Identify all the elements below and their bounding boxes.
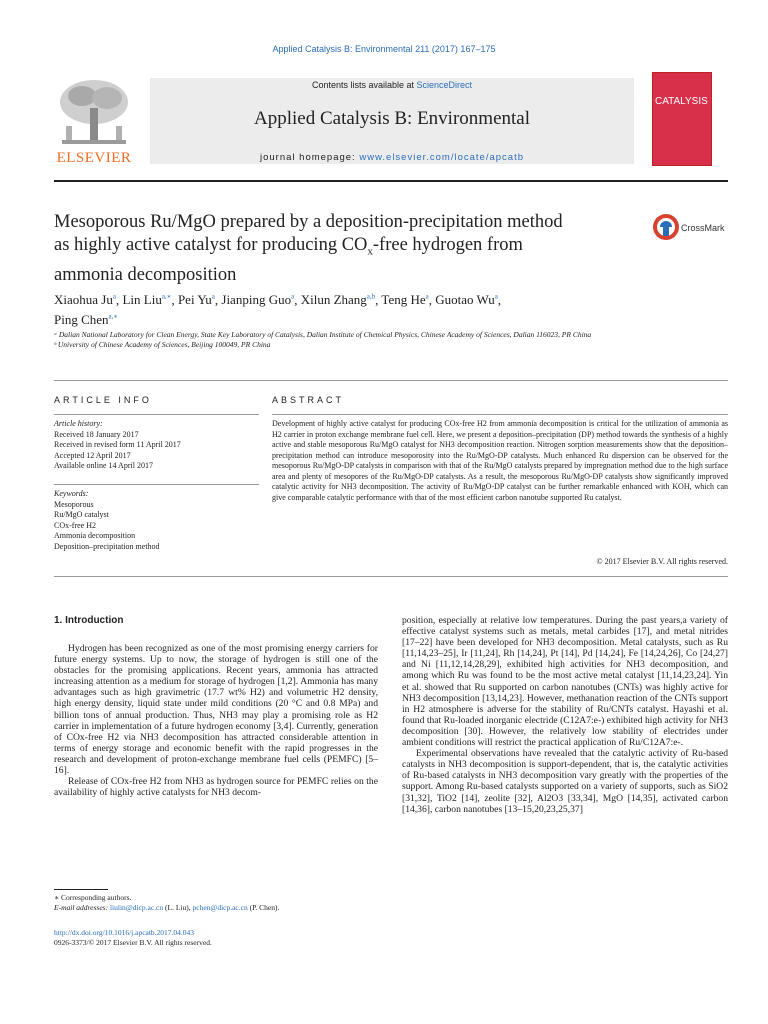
sciencedirect-link[interactable]: ScienceDirect (416, 80, 473, 90)
email-link[interactable]: liulin@dicp.ac.cn (109, 903, 164, 912)
keyword: Ammonia decomposition (54, 531, 136, 540)
title-line-2a: as highly active catalyst for producing CO (54, 235, 368, 255)
contents-prefix: Contents lists available at (311, 80, 417, 90)
journal-cover-image (652, 72, 712, 166)
history-item: Received 18 January 2017 (54, 429, 139, 439)
paragraph: Hydrogen has been recognized as one of the most promising energy carriers for future energy systems. Up to now, the storage of hydrogen is still one of the obstacles for the promising applications. Recent years, ammonia has attracted increasing attention as a medium for storage of hydrogen [1,2]. Ammonia has many advantages such as high gravimetric (17.7 wt% H2) and volumetric H2 density, high energy density, liquid state under mild conditions (20 °C and 0.8 MPa) and billion tons of annual production. Thus, NH3 may play a promising role as H2 carrier in implementation of a future hydrogen economy [3,4]. Currently, generation of COx-free H2 via NH3 decomposition has attracted considerable attention in terms of energy storage and economic benefit with the rapid progresses in the research and development of proton-exchange membrane fuel cells (PEMFC) [5–16]. (54, 643, 378, 777)
keyword: COx-free H2 (54, 520, 96, 530)
divider (54, 380, 728, 381)
divider (54, 576, 728, 577)
title-line-3: ammonia decomposition (54, 264, 237, 285)
keyword: Deposition–precipitation method (54, 541, 160, 551)
keywords (54, 489, 259, 552)
divider (272, 414, 728, 415)
article-history (54, 419, 259, 472)
affiliation-b: ᵇ University of Chinese Academy of Sciences, Beijing 100049, PR China (54, 340, 271, 349)
author[interactable]: Xilun Zhang$^{a,b}$ (300, 292, 376, 308)
doi-block (54, 928, 378, 948)
affiliation-a: ᵃ Dalian National Laboratory for Clean Energy, State Key Laboratory of Catalysis, Dalian Institute of Chemical Physics, Chinese Academy of Sciences, Dalian 116023, PR China (54, 330, 592, 339)
article-title (54, 211, 634, 287)
issn-line: 0926-3373/© 2017 Elsevier B.V. All rights reserved. (54, 938, 212, 947)
section-heading-introduction: 1. Introduction (54, 615, 124, 626)
author[interactable]: Ping Chen$^{a,∗}$ (54, 311, 119, 327)
keyword: Mesoporous (54, 499, 94, 509)
doi-link[interactable]: http://dx.doi.org/10.1016/j.apcatb.2017.04.043 (54, 928, 195, 937)
elsevier-wordmark: ELSEVIER (56, 150, 132, 166)
title-subscript: x (367, 245, 373, 258)
homepage-link[interactable]: www.elsevier.com/locate/apcatb (359, 152, 524, 163)
divider (54, 484, 259, 485)
history-label: Article history: (54, 419, 103, 428)
email-line: E-mail addresses: liulin@dicp.ac.cn (L. Liu), pchen@dicp.ac.cn (P. Chen). (54, 903, 280, 912)
contents-line (150, 80, 634, 90)
body-column-right (402, 615, 728, 815)
author[interactable]: Pei Yu$^a$ (177, 292, 215, 308)
paragraph: Release of COx-free H2 from NH3 as hydrogen source for PEMFC relies on the availability of highly active catalysts for NH3 decom- (54, 776, 378, 799)
crossmark-label: CrossMark (681, 223, 725, 233)
footnote (54, 893, 378, 913)
homepage-line (150, 152, 634, 163)
author[interactable]: Guotao Wu$^a$ (435, 292, 498, 308)
author[interactable]: Jianping Guo$^a$ (221, 292, 295, 308)
divider (54, 414, 259, 415)
article-info-heading: ARTICLE INFO (54, 395, 152, 405)
history-item: Accepted 12 April 2017 (54, 450, 131, 460)
corresponding-authors-note: ∗ Corresponding authors. (54, 893, 132, 902)
author[interactable]: Teng He$^a$ (381, 292, 429, 308)
keywords-label: Keywords: (54, 489, 89, 498)
email-link[interactable]: pchen@dicp.ac.cn (192, 903, 248, 912)
homepage-prefix: journal homepage: (260, 152, 360, 163)
abstract-text: Development of highly active catalyst for producing COx-free H2 from ammonia decomposition is critical for the utilization of ammonia as H2 carrier in proton exchange membrane fuel cell. Here, we present a deposition–precipitation (DP) method towards the synthesis of a highly active and stable mesoporous Ru/MgO catalyst for NH3 decomposition reaction. Nitrogen sorption measurements show that the deposition–precipitation method can introduce mesoporosity into the Ru/MgO-DP catalysts. Much enhanced Ru dispersion can be observed for the mesoporous Ru/MgO-DP catalysts in comparison with that of the Ru/MgO catalysts prepared by impregnation method due to the high surface area and plenty of mesopores of the Ru/MgO-DP catalysts. As a result, the mesoporous Ru/MgO-DP catalysts show significantly improved catalytic activity for NH3 decomposition. The activity of Ru/MgO-DP catalyst can be further remarkable enhanced with KOH, which can give comparable catalytic performance with that of the most efficient carbon nanotube supported Ru catalyst. (272, 419, 728, 502)
history-item: Available online 14 April 2017 (54, 461, 153, 470)
journal-title: Applied Catalysis B: Environmental (254, 108, 530, 129)
journal-cover-text: CATALYSIS (655, 96, 708, 107)
title-line-1: Mesoporous Ru/MgO prepared by a deposition-precipitation method (54, 212, 563, 232)
paragraph: Experimental observations have revealed that the catalytic activity of Ru-based catalysts in NH3 decomposition is support-dependent, that is, the catalytic activities of Ru-based catalysts in NH3 decomposition vary greatly with the properties of the support. Among Ru-based catalysts supported on a variety of supports, such as SiO2 [31,32], TiO2 [14], zeolite [32], Al2O3 [33,34], MgO [14,35], activated carbon [14,36], carbon nanotubes [13–15,20,23,25,37] (402, 748, 728, 815)
journal-reference[interactable]: Applied Catalysis B: Environmental 211 (2017) 167–175 (272, 44, 496, 54)
body-column-left (54, 643, 378, 798)
paragraph: position, especially at relative low temperatures. During the past years,a variety of effective catalyst systems such as metals, metal carbides [17], and metal nitrides [17–22] have been developed for NH3 decomposition. Metal catalysts, such as Ru [11,14,23–25], Ir [11,24], Rh [14,24], Pt [14], Pd [14,24], Fe [14,24,26], Co [24,27] and Ni [11,12,14,28,29], exhibited high activities for NH3 decomposition, and among which Ru was found to be the most active metal catalyst [11,14,23,24]. Yin et al. showed that Ru supported on carbon nanotubes (CNTs) was highly active for NH3 decomposition [13,14,23]. However, methanation reaction of the CNTs support in H2 atmosphere is adverse for the stability of Ru/CNTs catalyst. Hayashi et al. found that Ru-loaded inorganic electride (C12A7:e-) exhibited high activity for NH3 decomposition [30]. However, the relatively low stability of electrides under ambient conditions will restrict the practical application of Ru/C12A7:e-. (402, 615, 728, 749)
author[interactable]: Lin Liu$^{a,∗}$ (122, 292, 172, 308)
crossmark-icon[interactable] (652, 212, 732, 242)
affiliations (54, 330, 714, 350)
title-line-2 (54, 234, 634, 264)
history-item: Received in revised form 11 April 2017 (54, 440, 181, 449)
title-line-2b: -free hydrogen from (372, 235, 523, 255)
abstract-heading: ABSTRACT (272, 395, 345, 405)
footnote-rule (54, 889, 108, 890)
keyword: Ru/MgO catalyst (54, 510, 109, 519)
header-rule (54, 180, 728, 182)
author-list: Xiaohua Ju$^a$, Lin Liu$^{a,∗}$, Pei Yu$^a$, Jianping Guo$^a$, Xilun Zhang$^{a,b}$, Teng He$^a$, Guotao Wu$^a$, Ping Chen$^{a,∗}$ (54, 292, 502, 327)
copyright: © 2017 Elsevier B.V. All rights reserved. (596, 557, 728, 566)
author[interactable]: Xiaohua Ju$^a$ (54, 292, 116, 308)
